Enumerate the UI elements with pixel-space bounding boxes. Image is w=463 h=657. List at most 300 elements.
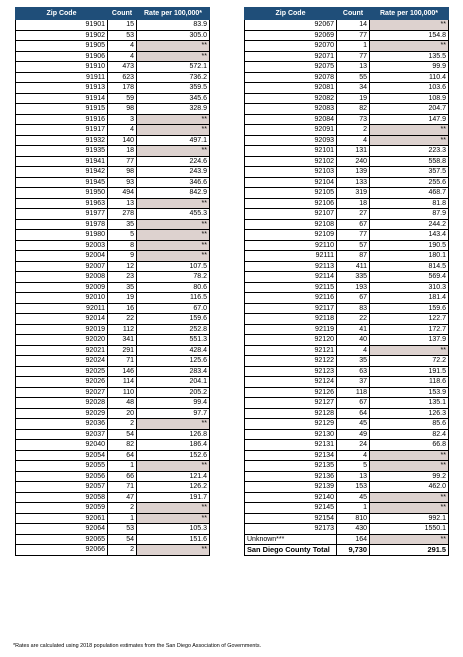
table-row xyxy=(16,356,210,367)
footnote: *Rates are calculated using 2018 population estimates from the San Diego Association of Governments. xyxy=(13,643,262,649)
count-cell: 27 xyxy=(337,209,370,220)
table-row xyxy=(16,177,210,188)
count-cell: 67 xyxy=(337,398,370,409)
table-row xyxy=(16,93,210,104)
count-cell: 77 xyxy=(108,156,137,167)
zip-code-cell: 92135 xyxy=(245,461,337,472)
table-row xyxy=(245,230,449,241)
table-row xyxy=(245,429,449,440)
table-row xyxy=(16,324,210,335)
rate-cell: 126.3 xyxy=(370,408,449,419)
table-row xyxy=(245,72,449,83)
rate-cell: 122.7 xyxy=(370,314,449,325)
zip-code-cell: 92122 xyxy=(245,356,337,367)
table-row xyxy=(16,30,210,41)
rate-cell: 159.6 xyxy=(137,314,210,325)
table-row xyxy=(245,492,449,503)
count-cell: 4 xyxy=(108,125,137,136)
rate-cell: 186.4 xyxy=(137,440,210,451)
zip-code-cell: 92131 xyxy=(245,440,337,451)
count-cell: 35 xyxy=(108,219,137,230)
zip-code-cell: 92024 xyxy=(16,356,108,367)
zip-code-cell: 92128 xyxy=(245,408,337,419)
count-cell: 4 xyxy=(337,135,370,146)
count-cell: 54 xyxy=(108,534,137,545)
rate-cell: 310.3 xyxy=(370,282,449,293)
rate-cell: ** xyxy=(137,219,210,230)
table-row xyxy=(245,198,449,209)
zip-code-cell: 92026 xyxy=(16,377,108,388)
rate-cell: 572.1 xyxy=(137,62,210,73)
count-cell: 47 xyxy=(108,492,137,503)
table-row xyxy=(16,198,210,209)
zip-code-cell: 92019 xyxy=(16,324,108,335)
table-row xyxy=(16,125,210,136)
zip-code-cell: 92117 xyxy=(245,303,337,314)
rate-cell: ** xyxy=(137,198,210,209)
count-cell: 73 xyxy=(337,114,370,125)
count-cell: 110 xyxy=(108,387,137,398)
table-row xyxy=(245,83,449,94)
table-row xyxy=(245,471,449,482)
rate-cell: 180.1 xyxy=(370,251,449,262)
count-cell: 146 xyxy=(108,366,137,377)
count-cell: 98 xyxy=(108,167,137,178)
zip-code-cell: 92083 xyxy=(245,104,337,115)
count-cell: 82 xyxy=(108,440,137,451)
rate-cell: 78.2 xyxy=(137,272,210,283)
zip-code-cell: 91941 xyxy=(16,156,108,167)
county-total-row xyxy=(245,545,449,556)
count-cell: 19 xyxy=(108,293,137,304)
zip-code-cell: 91915 xyxy=(16,104,108,115)
zip-code-cell: 92119 xyxy=(245,324,337,335)
table-row xyxy=(245,524,449,535)
count-cell: 153 xyxy=(337,482,370,493)
zip-code-cell: 92003 xyxy=(16,240,108,251)
rate-cell: 255.6 xyxy=(370,177,449,188)
rate-cell: ** xyxy=(137,230,210,241)
zip-code-cell: 92036 xyxy=(16,419,108,430)
table-row xyxy=(245,450,449,461)
rate-cell: 154.8 xyxy=(370,30,449,41)
table-row xyxy=(245,125,449,136)
zip-code-cell: 92066 xyxy=(16,545,108,556)
rate-cell: ** xyxy=(137,146,210,157)
rate-cell: 103.6 xyxy=(370,83,449,94)
count-cell: 335 xyxy=(337,272,370,283)
table-row xyxy=(16,398,210,409)
count-cell: 71 xyxy=(108,482,137,493)
count-cell: 1 xyxy=(337,503,370,514)
count-cell: 4 xyxy=(337,450,370,461)
rate-cell: 153.9 xyxy=(370,387,449,398)
table-row xyxy=(245,366,449,377)
count-cell: 1 xyxy=(108,461,137,472)
rate-cell: 97.7 xyxy=(137,408,210,419)
zip-code-cell: 92037 xyxy=(16,429,108,440)
table-row xyxy=(16,62,210,73)
zip-code-cell: 91942 xyxy=(16,167,108,178)
total-label: San Diego County Total xyxy=(245,545,337,556)
count-header: Count xyxy=(108,8,137,20)
rate-cell: ** xyxy=(370,492,449,503)
table-row xyxy=(245,177,449,188)
zip-code-cell: 92029 xyxy=(16,408,108,419)
rate-cell: 204.1 xyxy=(137,377,210,388)
count-cell: 13 xyxy=(337,471,370,482)
table-row xyxy=(245,503,449,514)
zip-code-cell: 92134 xyxy=(245,450,337,461)
zip-code-cell: 92075 xyxy=(245,62,337,73)
zip-code-cell: 92027 xyxy=(16,387,108,398)
zip-code-cell: 91905 xyxy=(16,41,108,52)
rate-cell: 72.2 xyxy=(370,356,449,367)
rate-cell: 814.5 xyxy=(370,261,449,272)
count-cell: 49 xyxy=(337,429,370,440)
table-row xyxy=(245,356,449,367)
zip-code-cell: 92114 xyxy=(245,272,337,283)
rate-cell: 455.3 xyxy=(137,209,210,220)
zip-code-cell: 92061 xyxy=(16,513,108,524)
rate-cell: 283.4 xyxy=(137,366,210,377)
table-row xyxy=(245,261,449,272)
zip-code-cell: 92107 xyxy=(245,209,337,220)
count-cell: 140 xyxy=(108,135,137,146)
zip-code-cell: 92115 xyxy=(245,282,337,293)
table-row xyxy=(16,114,210,125)
table-row xyxy=(16,524,210,535)
rate-cell: 359.5 xyxy=(137,83,210,94)
count-cell: 139 xyxy=(337,167,370,178)
rate-cell: ** xyxy=(137,545,210,556)
zip-code-cell: 92007 xyxy=(16,261,108,272)
count-cell: 45 xyxy=(337,492,370,503)
rate-cell: ** xyxy=(370,125,449,136)
rate-cell: 346.6 xyxy=(137,177,210,188)
zip-code-cell: 92082 xyxy=(245,93,337,104)
count-cell: 77 xyxy=(337,230,370,241)
zip-code-cell: 92111 xyxy=(245,251,337,262)
header-row xyxy=(245,8,449,20)
count-cell: 4 xyxy=(337,345,370,356)
table-row xyxy=(245,93,449,104)
zip-code-cell: 92118 xyxy=(245,314,337,325)
table-row xyxy=(245,282,449,293)
zip-code-cell: 91932 xyxy=(16,135,108,146)
rate-cell: 190.5 xyxy=(370,240,449,251)
table-row xyxy=(245,62,449,73)
zip-code-cell: 92021 xyxy=(16,345,108,356)
rate-cell: 159.6 xyxy=(370,303,449,314)
count-cell: 37 xyxy=(337,377,370,388)
zip-code-cell: 92055 xyxy=(16,461,108,472)
table-row xyxy=(245,41,449,52)
rate-cell: 66.8 xyxy=(370,440,449,451)
zip-code-cell: 92116 xyxy=(245,293,337,304)
zip-code-cell: 91914 xyxy=(16,93,108,104)
zip-code-cell: 91977 xyxy=(16,209,108,220)
rate-cell: ** xyxy=(370,345,449,356)
rate-cell: 992.1 xyxy=(370,513,449,524)
count-cell: 5 xyxy=(108,230,137,241)
rate-cell: 99.2 xyxy=(370,471,449,482)
rate-cell: 345.6 xyxy=(137,93,210,104)
rate-cell: 147.9 xyxy=(370,114,449,125)
rate-cell: 126.2 xyxy=(137,482,210,493)
table-row xyxy=(16,272,210,283)
rate-cell: 87.9 xyxy=(370,209,449,220)
zip-code-cell: 91901 xyxy=(16,20,108,31)
rate-cell: 551.3 xyxy=(137,335,210,346)
table-row xyxy=(16,51,210,62)
table-row xyxy=(16,83,210,94)
zip-code-cell: 92173 xyxy=(245,524,337,535)
table-row xyxy=(16,513,210,524)
zip-code-cell: 92065 xyxy=(16,534,108,545)
zip-code-cell: 92059 xyxy=(16,503,108,514)
count-cell: 12 xyxy=(108,261,137,272)
zip-code-cell: 92008 xyxy=(16,272,108,283)
table-row xyxy=(16,20,210,31)
rate-cell: 357.5 xyxy=(370,167,449,178)
rate-cell: ** xyxy=(137,503,210,514)
zip-code-cell: 91916 xyxy=(16,114,108,125)
zip-code-cell: 92105 xyxy=(245,188,337,199)
rate-cell: 462.0 xyxy=(370,482,449,493)
table-row xyxy=(16,419,210,430)
left-table xyxy=(15,7,210,556)
count-cell: 77 xyxy=(337,30,370,41)
count-cell: 341 xyxy=(108,335,137,346)
table-row xyxy=(16,335,210,346)
table-row xyxy=(16,440,210,451)
count-cell: 278 xyxy=(108,209,137,220)
rate-cell: 135.1 xyxy=(370,398,449,409)
zip-code-cell: 92103 xyxy=(245,167,337,178)
rate-cell: 205.2 xyxy=(137,387,210,398)
count-cell: 18 xyxy=(108,146,137,157)
count-cell: 178 xyxy=(108,83,137,94)
rate-cell: 181.4 xyxy=(370,293,449,304)
rate-cell: 121.4 xyxy=(137,471,210,482)
count-cell: 430 xyxy=(337,524,370,535)
zip-code-cell: 92020 xyxy=(16,335,108,346)
count-cell: 18 xyxy=(337,198,370,209)
zip-code-cell: 92004 xyxy=(16,251,108,262)
count-cell: 164 xyxy=(337,534,370,545)
count-cell: 810 xyxy=(337,513,370,524)
count-cell: 4 xyxy=(108,41,137,52)
table-row xyxy=(245,20,449,31)
zip-code-cell: 91980 xyxy=(16,230,108,241)
table-row xyxy=(245,188,449,199)
zip-code-cell: 92057 xyxy=(16,482,108,493)
zip-code-cell: 92124 xyxy=(245,377,337,388)
rate-cell: 224.6 xyxy=(137,156,210,167)
count-cell: 45 xyxy=(337,419,370,430)
count-cell: 1 xyxy=(108,513,137,524)
rate-cell: 468.7 xyxy=(370,188,449,199)
rate-cell: 151.6 xyxy=(137,534,210,545)
right-table-body xyxy=(245,20,449,545)
zip-code-cell: 92110 xyxy=(245,240,337,251)
rate-cell: 842.9 xyxy=(137,188,210,199)
rate-cell: 137.9 xyxy=(370,335,449,346)
zip-code-cell: 92064 xyxy=(16,524,108,535)
count-cell: 20 xyxy=(108,408,137,419)
rate-cell: 558.8 xyxy=(370,156,449,167)
rate-cell: 82.4 xyxy=(370,429,449,440)
table-row xyxy=(16,450,210,461)
zip-code-cell: 92123 xyxy=(245,366,337,377)
table-row xyxy=(16,303,210,314)
table-row xyxy=(245,408,449,419)
zip-code-cell: 92104 xyxy=(245,177,337,188)
zip-code-cell: 92109 xyxy=(245,230,337,241)
count-cell: 66 xyxy=(108,471,137,482)
zip-code-cell: 91910 xyxy=(16,62,108,73)
table-row xyxy=(16,261,210,272)
zip-code-cell: 92078 xyxy=(245,72,337,83)
table-row xyxy=(16,293,210,304)
rate-cell: ** xyxy=(370,534,449,545)
zip-code-cell: 92028 xyxy=(16,398,108,409)
table-row xyxy=(245,240,449,251)
rate-cell: 108.9 xyxy=(370,93,449,104)
zip-code-cell: 92067 xyxy=(245,20,337,31)
count-cell: 291 xyxy=(108,345,137,356)
rate-cell: ** xyxy=(137,419,210,430)
count-cell: 22 xyxy=(108,314,137,325)
zip-code-cell: 92139 xyxy=(245,482,337,493)
rate-header: Rate per 100,000* xyxy=(137,8,210,20)
count-cell: 59 xyxy=(108,93,137,104)
table-row xyxy=(16,156,210,167)
rate-cell: 116.5 xyxy=(137,293,210,304)
count-cell: 54 xyxy=(108,429,137,440)
rate-cell: ** xyxy=(370,503,449,514)
table-row xyxy=(16,345,210,356)
table-row xyxy=(245,146,449,157)
table-row xyxy=(245,51,449,62)
count-cell: 2 xyxy=(108,419,137,430)
count-cell: 2 xyxy=(108,545,137,556)
rate-cell: ** xyxy=(137,513,210,524)
zip-code-cell: 91945 xyxy=(16,177,108,188)
rate-cell: ** xyxy=(370,135,449,146)
count-cell: 24 xyxy=(337,440,370,451)
right-table xyxy=(244,7,449,556)
rate-cell: ** xyxy=(370,461,449,472)
rate-cell: 99.9 xyxy=(370,62,449,73)
zip-code-cell: 91935 xyxy=(16,146,108,157)
zip-code-cell: 92071 xyxy=(245,51,337,62)
zip-code-cell: 92070 xyxy=(245,41,337,52)
rate-cell: 152.6 xyxy=(137,450,210,461)
table-row xyxy=(16,545,210,556)
zip-code-cell: 92011 xyxy=(16,303,108,314)
rate-cell: ** xyxy=(137,41,210,52)
count-cell: 53 xyxy=(108,524,137,535)
rate-cell: 81.8 xyxy=(370,198,449,209)
rate-cell: 172.7 xyxy=(370,324,449,335)
table-row xyxy=(245,335,449,346)
table-row xyxy=(245,482,449,493)
rate-cell: ** xyxy=(137,51,210,62)
zip-code-cell: 92093 xyxy=(245,135,337,146)
count-cell: 193 xyxy=(337,282,370,293)
rate-cell: 244.2 xyxy=(370,219,449,230)
count-cell: 13 xyxy=(337,62,370,73)
rate-cell: 497.1 xyxy=(137,135,210,146)
zip-code-cell: 91917 xyxy=(16,125,108,136)
zip-code-cell: 92127 xyxy=(245,398,337,409)
zip-code-cell: 91911 xyxy=(16,72,108,83)
table-row xyxy=(16,146,210,157)
table-row xyxy=(245,314,449,325)
zip-code-cell: 92113 xyxy=(245,261,337,272)
rate-cell: 118.6 xyxy=(370,377,449,388)
table-row xyxy=(245,272,449,283)
count-cell: 5 xyxy=(337,461,370,472)
zip-code-cell: 92145 xyxy=(245,503,337,514)
table-row xyxy=(245,345,449,356)
count-cell: 8 xyxy=(108,240,137,251)
rate-cell: ** xyxy=(137,251,210,262)
count-cell: 133 xyxy=(337,177,370,188)
rate-cell: 204.7 xyxy=(370,104,449,115)
table-row xyxy=(16,41,210,52)
table-row xyxy=(16,209,210,220)
table-row xyxy=(16,240,210,251)
zip-code-cell: 92101 xyxy=(245,146,337,157)
rate-cell: ** xyxy=(370,41,449,52)
zip-code-cell: 91963 xyxy=(16,198,108,209)
table-row xyxy=(16,72,210,83)
count-cell: 2 xyxy=(108,503,137,514)
zip-code-cell: 92140 xyxy=(245,492,337,503)
zip-code-cell: 92014 xyxy=(16,314,108,325)
table-row xyxy=(16,503,210,514)
count-cell: 112 xyxy=(108,324,137,335)
count-cell: 64 xyxy=(337,408,370,419)
count-cell: 64 xyxy=(108,450,137,461)
count-cell: 118 xyxy=(337,387,370,398)
rate-cell: 305.0 xyxy=(137,30,210,41)
count-cell: 34 xyxy=(337,83,370,94)
count-cell: 240 xyxy=(337,156,370,167)
count-cell: 55 xyxy=(337,72,370,83)
table-row xyxy=(16,104,210,115)
zip-code-cell: 92069 xyxy=(245,30,337,41)
zip-code-cell: 92126 xyxy=(245,387,337,398)
table-row xyxy=(245,303,449,314)
table-row xyxy=(16,135,210,146)
count-cell: 23 xyxy=(108,272,137,283)
rate-cell: 85.6 xyxy=(370,419,449,430)
count-cell: 98 xyxy=(108,104,137,115)
zip-code-cell: 92081 xyxy=(245,83,337,94)
table-row xyxy=(16,534,210,545)
table-row xyxy=(245,156,449,167)
count-cell: 71 xyxy=(108,356,137,367)
rate-cell: 83.9 xyxy=(137,20,210,31)
left-table-body xyxy=(16,20,210,556)
rate-cell: 99.4 xyxy=(137,398,210,409)
count-cell: 41 xyxy=(337,324,370,335)
zip-code-cell: 92084 xyxy=(245,114,337,125)
